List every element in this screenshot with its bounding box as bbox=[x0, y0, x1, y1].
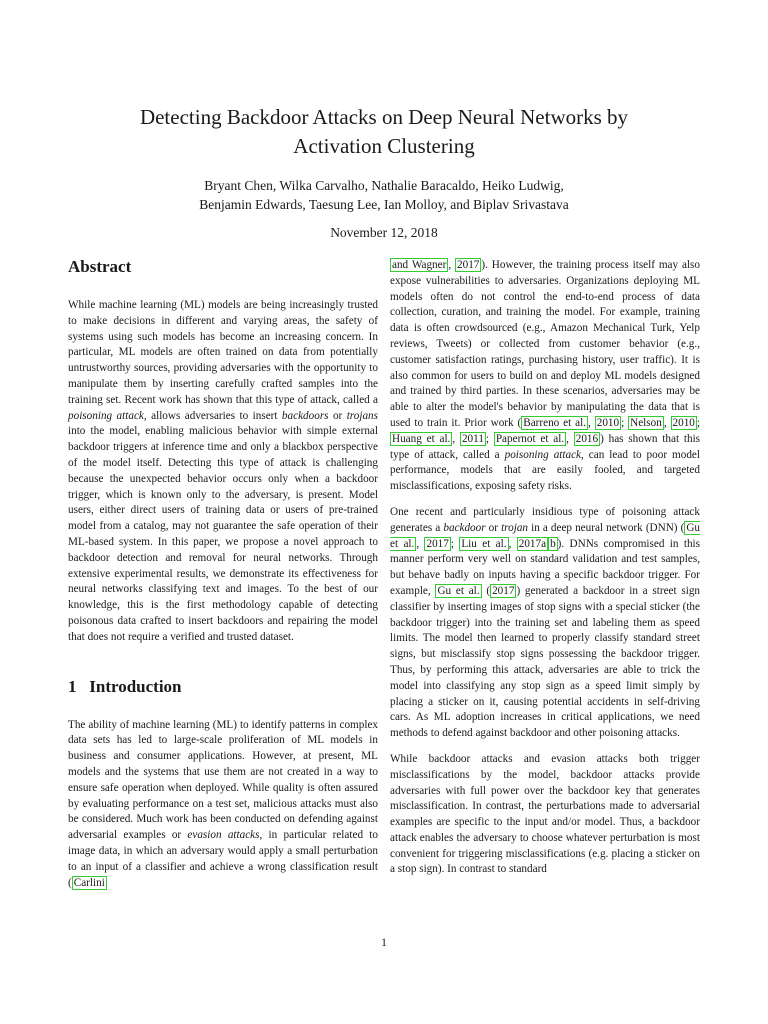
intro-part: The ability of machine learning (ML) to identify patterns in complex data sets has led to large-scale proliferation of ML models in business and consumer applications. However, at present, ML models and the systems that use them are not created in a way to ensure safe operation when deployed. While quality is often assured by evaluating performance on a test set, malicious attacks must also be considered. Much work has been conducted on defending against adversarial examples or bbox=[68, 718, 378, 842]
text-part: , bbox=[452, 432, 460, 445]
citation-link[interactable]: and Wagner bbox=[392, 259, 447, 271]
title-line-2: Activation Clustering bbox=[293, 134, 475, 158]
text-part: , bbox=[566, 432, 574, 445]
text-emphasis: backdoor bbox=[443, 521, 486, 534]
text-part: ) generated a backdoor in a street sign classifier by inserting images of stop signs with a special sticker (the backdoor trigger) into the training set and labeling them as speed limits. The model then learned to properly classify standard street signs, but misclassify stop signs possessing the backdoor trigger. Thus, by performing this attack, adversaries are able to trick the model into classifying any stop sign as a speed limit simply by placing a sticker on it, causing potential accidents in self-driving cars. As ML adoption increases in critical applications, we need methods to defend against backdoor and other poisoning attacks. bbox=[390, 584, 701, 740]
text-part: ). DNNs compromised in this manner perform very well on standard validation and test samples, but behave badly on inputs having a specific backdoor trigger. For example, bbox=[390, 537, 701, 597]
abstract-part: or bbox=[328, 409, 347, 422]
section-title: Introduction bbox=[89, 676, 182, 696]
text-part: ) has shown that this type of attack, called a bbox=[390, 432, 701, 461]
left-column bbox=[68, 256, 378, 891]
abstract-part: While machine learning (ML) models are being increasingly trusted to make decisions in different and varying areas, the safety of systems using such models has become an increasing concern. In particular, ML models are often trained on data from potentially untrustworthy sources, providing adversaries with the opportunity to manipulate them by inserting carefully crafted samples into the training set. Recent work has shown that this type of attack, called a bbox=[68, 299, 378, 406]
abstract-emphasis: poisoning attack bbox=[68, 409, 144, 422]
text-part: ; bbox=[450, 537, 460, 550]
citation-link[interactable]: Nelson bbox=[630, 416, 662, 429]
intro-emphasis: evasion attacks bbox=[187, 829, 260, 842]
citation-link[interactable]: 2017a bbox=[518, 537, 547, 550]
authors-line-1: Bryant Chen, Wilka Carvalho, Nathalie Baracaldo, Heiko Ludwig, bbox=[204, 178, 564, 193]
text-part: in a deep neural network (DNN) ( bbox=[528, 521, 685, 534]
citation-link[interactable]: 2016 bbox=[575, 432, 599, 445]
title-line-1: Detecting Backdoor Attacks on Deep Neural Networks by bbox=[139, 105, 629, 129]
text-part: , bbox=[508, 537, 517, 550]
text-emphasis: poisoning attack bbox=[504, 448, 582, 461]
text-part: ; bbox=[621, 416, 629, 429]
page-number: 1 bbox=[381, 935, 387, 949]
text-part: or bbox=[485, 521, 502, 534]
abstract-part: , allows adversaries to insert bbox=[143, 409, 282, 422]
text-part: ). However, the training process itself may also expose vulnerabilities to adversaries. Organizations deploying ML models often do not control the end-to-end process of data collection, curation, and training the model. For example, training data is often crowdsourced (e.g., Amazon Mechanical Turk, Yelp reviews, Tweets) or collected from customer behavior (e.g., customer satisfaction ratings, purchasing history, user traffic). It is also common for users to build on and deploy ML models designed and trained by third parties. In these scenarios, adversaries may be able to alter the model's behavior by manipulating the data that is used to train it. Prior work ( bbox=[390, 259, 700, 429]
text-part: , bbox=[416, 537, 425, 550]
citation-link[interactable]: Gu et al. bbox=[437, 584, 480, 597]
abstract-emphasis: trojans bbox=[346, 409, 378, 422]
citation-link[interactable]: Gu et al. bbox=[390, 521, 700, 550]
text-part: One recent and particularly insidious type of poisoning attack generates a bbox=[390, 505, 700, 534]
authors-line-2: Benjamin Edwards, Taesung Lee, Ian Molloy, and Biplav Srivastava bbox=[199, 197, 569, 212]
publication-date: November 12, 2018 bbox=[330, 225, 438, 240]
citation-link[interactable]: Huang et al. bbox=[392, 432, 451, 445]
text-part: , bbox=[448, 259, 455, 271]
right-column bbox=[390, 258, 700, 878]
text-part: ; bbox=[485, 432, 494, 445]
citation-link[interactable]: 2011 bbox=[461, 432, 484, 445]
abstract-emphasis: backdoors bbox=[281, 409, 329, 422]
introduction-heading bbox=[68, 676, 378, 698]
citation-link[interactable]: Liu et al. bbox=[461, 537, 507, 550]
text-part: , bbox=[663, 416, 671, 429]
text-emphasis: trojan bbox=[501, 521, 529, 534]
citation-link[interactable]: Carlini bbox=[73, 876, 105, 889]
right-paragraph-3: While backdoor attacks and evasion attacks both trigger misclassifications by the model, backdoor attacks provide adversaries with full power over the backdoor key that generates misclassification. In contrast, the perturbations made to adversarial examples are specific to the input and/or model. Thus, a backdoor attack enables the adversary to choose whatever perturbation is most convenient for triggering misclassifications (e.g. placing a sticker on a stop sign). In contrast to standard bbox=[390, 752, 700, 876]
citation-link[interactable]: 2017 bbox=[492, 584, 515, 597]
abstract-heading: Abstract bbox=[68, 257, 132, 276]
text-part: , can lead to poor model performance, models that are easily fooled, and targeted misclassifications, exposing safety risks. bbox=[390, 448, 700, 493]
section-number: 1 bbox=[68, 676, 77, 696]
citation-link[interactable]: 2017 bbox=[457, 259, 480, 271]
citation-link[interactable]: Barreno et al. bbox=[523, 416, 587, 429]
citation-link[interactable]: 2010 bbox=[596, 416, 620, 429]
citation-link[interactable]: 2010 bbox=[672, 416, 695, 429]
right-paragraph-2 bbox=[390, 505, 700, 742]
paper-title bbox=[84, 103, 684, 161]
intro-part: , in particular related to image data, in which an adversary would apply a small perturbation to an input of a classifier and achieve a wrong classification result ( bbox=[68, 829, 379, 889]
citation-link[interactable]: b bbox=[550, 537, 556, 550]
text-part: , bbox=[588, 416, 595, 429]
intro-paragraph-1 bbox=[68, 718, 378, 892]
author-list bbox=[84, 176, 684, 214]
abstract-part: into the model, enabling malicious behavior with simple external backdoor triggers at inference time and only a blackbox perspective of the model itself. Detecting this type of attack is challenging because the unexpected behavior occurs only when a backdoor trigger, which is known only to the adversary, is present. Model users, either direct users of training data or users of pre-trained model from a catalog, may not guarantee the safe operation of their ML-based system. In this paper, we propose a novel approach to backdoor detection and removal for neural networks. Through extensive experimental results, we demonstrate its effectiveness for neural networks classifying text and images. To the best of our knowledge, this is the first methodology capable of detecting poisonous data crafted to insert backdoors and repairing the model that does not require a verified and trusted dataset. bbox=[68, 425, 378, 643]
citation-link[interactable]: 2017 bbox=[426, 537, 449, 550]
text-part: ( bbox=[481, 584, 491, 597]
text-part: ; bbox=[696, 416, 700, 429]
right-paragraph-1 bbox=[390, 258, 700, 495]
citation-link[interactable]: Papernot et al. bbox=[495, 432, 565, 445]
abstract-text bbox=[68, 298, 378, 646]
